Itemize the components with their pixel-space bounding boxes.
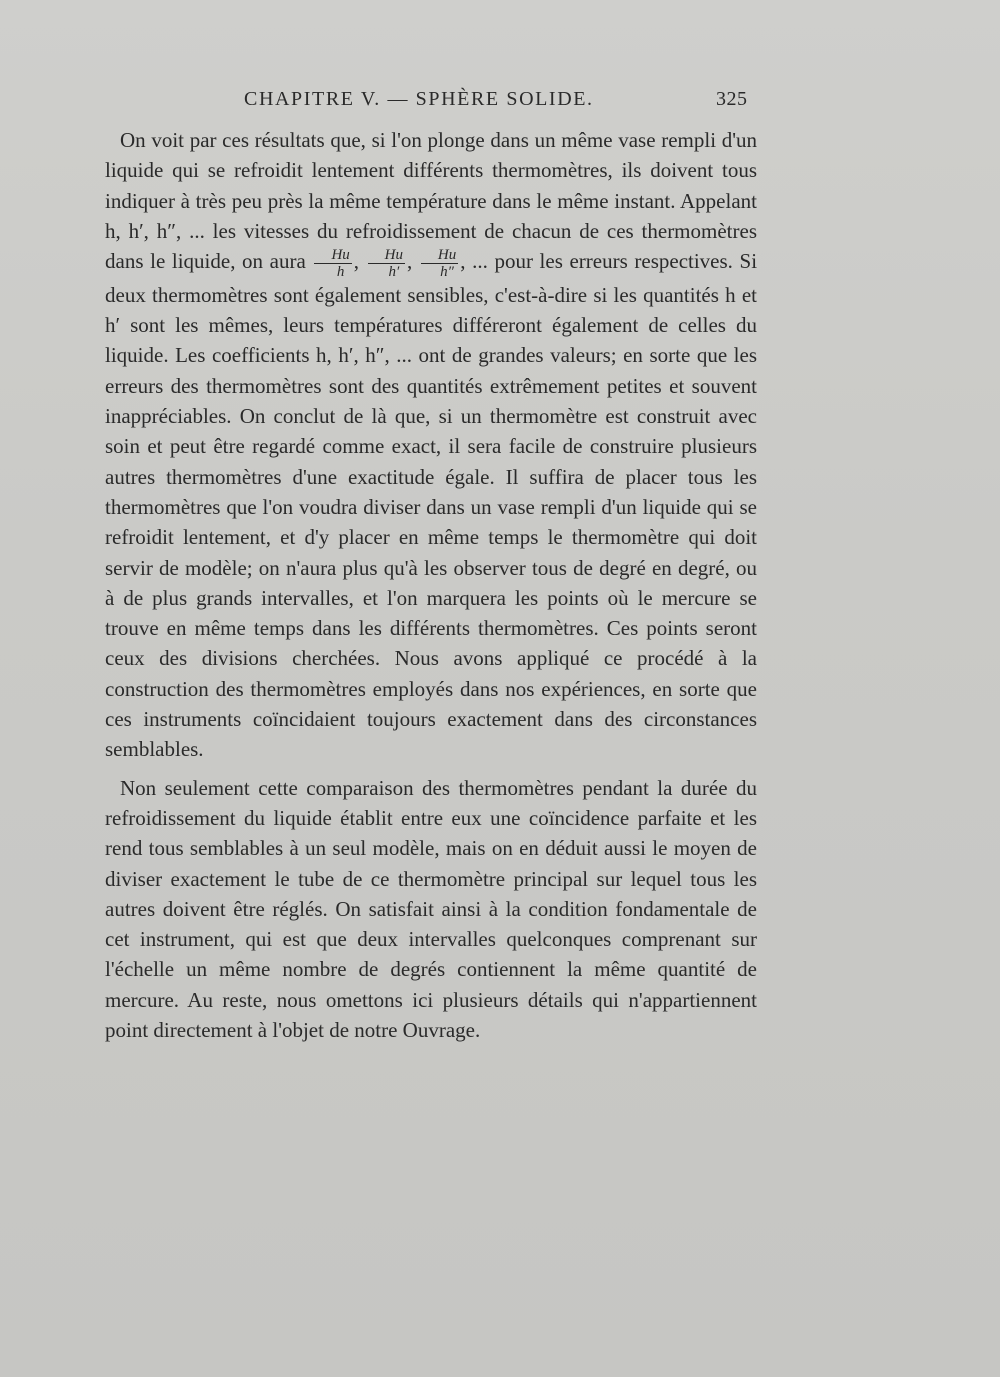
fraction-numerator: Hu — [368, 247, 405, 264]
fraction-separator: , — [353, 249, 360, 274]
paragraph-1 — [105, 125, 757, 765]
chapter-title: CHAPITRE V. — SPHÈRE SOLIDE. — [244, 88, 594, 110]
fraction-denominator: h″ — [440, 263, 454, 280]
body-text — [105, 125, 757, 1045]
paragraph-1-text-a: On voit par ces résultats que, si l'on plonge dans un même vase rempli d'un liquide qui se refroidit lentement différents thermomètres, ils doivent tous indiquer à très peu près la même température dans le même instant. Appelant h, h′, h″, ... les vitesses du refroidissement de chacun de ces thermomètres dans le liquide, on aura — [105, 128, 757, 274]
fraction-hu-over-h-double-prime — [421, 247, 458, 280]
fraction-hu-over-h — [314, 247, 351, 280]
page-number: 325 — [716, 88, 748, 110]
running-header — [0, 88, 1000, 118]
fraction-hu-over-h-prime — [368, 247, 405, 280]
fraction-numerator: Hu — [421, 247, 458, 264]
fraction-denominator: h — [336, 263, 345, 280]
fraction-numerator: Hu — [314, 247, 351, 264]
fraction-denominator: h′ — [388, 263, 400, 280]
fraction-separator: , — [407, 249, 413, 274]
paragraph-1-text-b: , ... pour les erreurs respectives. Si deux thermomètres sont également sensibles, c'est-à-dire si les quantités h et h′ sont les mêmes, leurs températures différeront également de celles du liquide. Les coefficients h, h′, h″, ... ont de grandes valeurs; en sorte que les erreurs des thermomètres sont des quantités extrêmement petites et souvent inappréciables. On conclut de là que, si un thermomètre est construit avec soin et peut être regardé comme exact, il sera facile de construire plusieurs autres thermomètres d'une exactitude égale. Il suffira de placer tous les thermomètres que l'on voudra diviser dans un vase rempli d'un liquide qui se refroidit lentement, et d'y placer en même temps le thermomètre qui doit servir de modèle; on n'aura plus qu'à les observer tous de degré en degré, ou à de plus grands intervalles, et l'on marquera les points où le mercure se trouve en même temps dans les différents thermomètres. Ces points seront ceux des divisions cherchées. Nous avons appliqué ce procédé à la construction des thermomètres employés dans nos expériences, en sorte que ces instruments coïncidaient toujours exactement dans des circonstances semblables. — [105, 249, 758, 762]
paragraph-2: Non seulement cette comparaison des thermomètres pendant la durée du refroidissement du liquide établit entre eux une coïncidence parfaite et les rend tous semblables à un seul modèle, mais on en déduit aussi le moyen de diviser exactement le tube de ce thermomètre principal sur lequel tous les autres doivent être réglés. On satisfait ainsi à la condition fondamentale de cet instrument, qui est que deux intervalles quelconques comprenant sur l'échelle un même nombre de degrés contiennent la même quantité de mercure. Au reste, nous omettons ici plusieurs détails qui n'appartiennent point directement à l'objet de notre Ouvrage. — [105, 775, 757, 1042]
